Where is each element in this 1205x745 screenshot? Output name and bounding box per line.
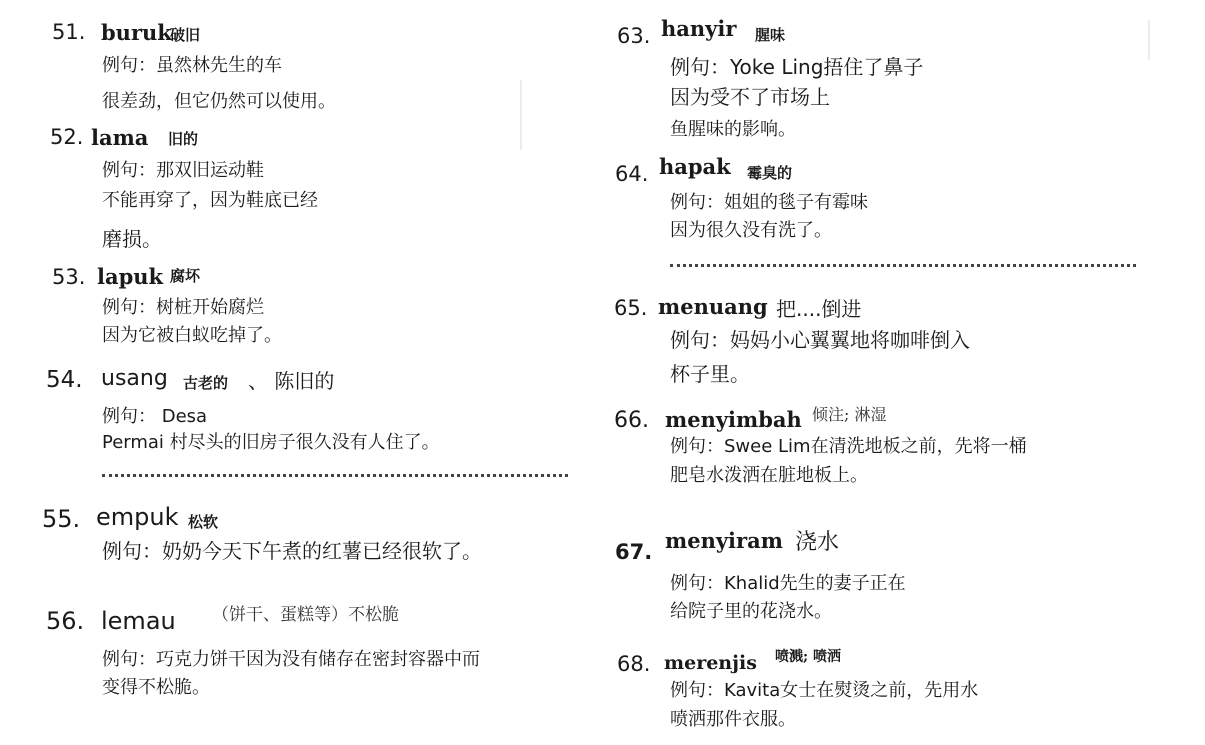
scan-artifact — [1148, 20, 1150, 60]
dotted-separator — [670, 264, 1136, 267]
entry-gloss: 浇水 — [795, 530, 840, 555]
entry-word: lemau — [101, 607, 176, 635]
entry-word: menyiram — [665, 528, 783, 553]
entry-number: 63. — [617, 24, 651, 48]
example-line: 例句：姐姐的毯子有霉味 — [670, 192, 868, 213]
example-line: 例句：虽然林先生的车 — [102, 55, 282, 76]
entry-number: 52. — [50, 125, 84, 149]
entry-word: lama — [91, 125, 149, 150]
entry-gloss: 把....倒进 — [776, 297, 862, 321]
example-line: 例句： Desa — [102, 406, 208, 427]
entry-number: 67. — [615, 540, 653, 564]
example-line: 例句：Kavita女士在熨烫之前，先用水 — [670, 680, 979, 701]
example-line: 不能再穿了，因为鞋底已经 — [102, 190, 318, 211]
example-line: 例句：奶奶今天下午煮的红薯已经很软了。 — [102, 539, 482, 563]
entry-number: 64. — [615, 162, 649, 186]
entry-number: 66. — [614, 408, 649, 433]
entry-word: lapuk — [97, 264, 164, 289]
example-line: 喷洒那件衣服。 — [670, 709, 796, 730]
entry-gloss-extra: 、 陈旧的 — [248, 369, 335, 393]
example-line: 肥皂水泼洒在脏地板上。 — [670, 465, 868, 486]
example-line: 因为受不了市场上 — [670, 85, 830, 109]
example-line: 杯子里。 — [670, 362, 750, 386]
entry-gloss: 倾注; 淋湿 — [812, 405, 887, 424]
entry-number: 51. — [52, 20, 86, 44]
example-line: 例句：Khalid先生的妻子正在 — [670, 573, 906, 594]
entry-word: usang — [101, 366, 168, 391]
entry-gloss: 旧的 — [168, 130, 199, 148]
entry-word: menuang — [658, 294, 768, 319]
entry-number: 65. — [614, 296, 648, 320]
entry-number: 53. — [52, 265, 86, 289]
example-line: Permai 村尽头的旧房子很久没有人住了。 — [102, 432, 440, 453]
example-line: 例句：树桩开始腐烂 — [102, 297, 264, 318]
example-line: 例句：妈妈小心翼翼地将咖啡倒入 — [670, 328, 970, 352]
example-line: 鱼腥味的影响。 — [670, 119, 796, 140]
entry-gloss: 喷溅; 喷洒 — [775, 649, 842, 665]
scan-artifact — [520, 80, 522, 150]
example-line: 给院子里的花浇水。 — [670, 601, 832, 622]
entry-gloss: 古老的 — [183, 374, 229, 392]
entry-word: buruk — [101, 20, 172, 45]
entry-number: 56. — [46, 607, 85, 635]
example-line: 例句：那双旧运动鞋 — [102, 160, 264, 181]
example-line: 例句：Swee Lim在清洗地板之前，先将一桶 — [670, 436, 1027, 457]
entry-gloss: 松软 — [188, 513, 219, 531]
entry-word: hanyir — [661, 16, 737, 41]
entry-number: 54. — [46, 367, 83, 393]
entry-word: menyimbah — [665, 407, 802, 432]
entry-number: 68. — [617, 652, 651, 676]
example-line: 因为很久没有洗了。 — [670, 220, 832, 241]
dotted-separator — [102, 474, 568, 477]
entry-gloss: 腥味 — [755, 26, 786, 44]
example-line: 磨损。 — [102, 227, 162, 251]
example-line: 例句：巧克力饼干因为没有储存在密封容器中而 — [102, 649, 480, 670]
entry-word: merenjis — [664, 652, 757, 674]
entry-word: empuk — [96, 503, 179, 531]
entry-gloss: 破旧 — [170, 26, 201, 44]
example-line: 因为它被白蚁吃掉了。 — [102, 325, 282, 346]
example-line: 变得不松脆。 — [102, 677, 210, 698]
example-line: 例句：Yoke Ling捂住了鼻子 — [670, 55, 924, 79]
example-line: 很差劲，但它仍然可以使用。 — [102, 91, 336, 112]
entry-gloss: 腐坏 — [170, 267, 201, 285]
entry-number: 55. — [42, 505, 81, 533]
entry-gloss: （饼干、蛋糕等）不松脆 — [212, 605, 399, 625]
entry-gloss: 霉臭的 — [747, 164, 793, 182]
entry-word: hapak — [659, 154, 731, 179]
